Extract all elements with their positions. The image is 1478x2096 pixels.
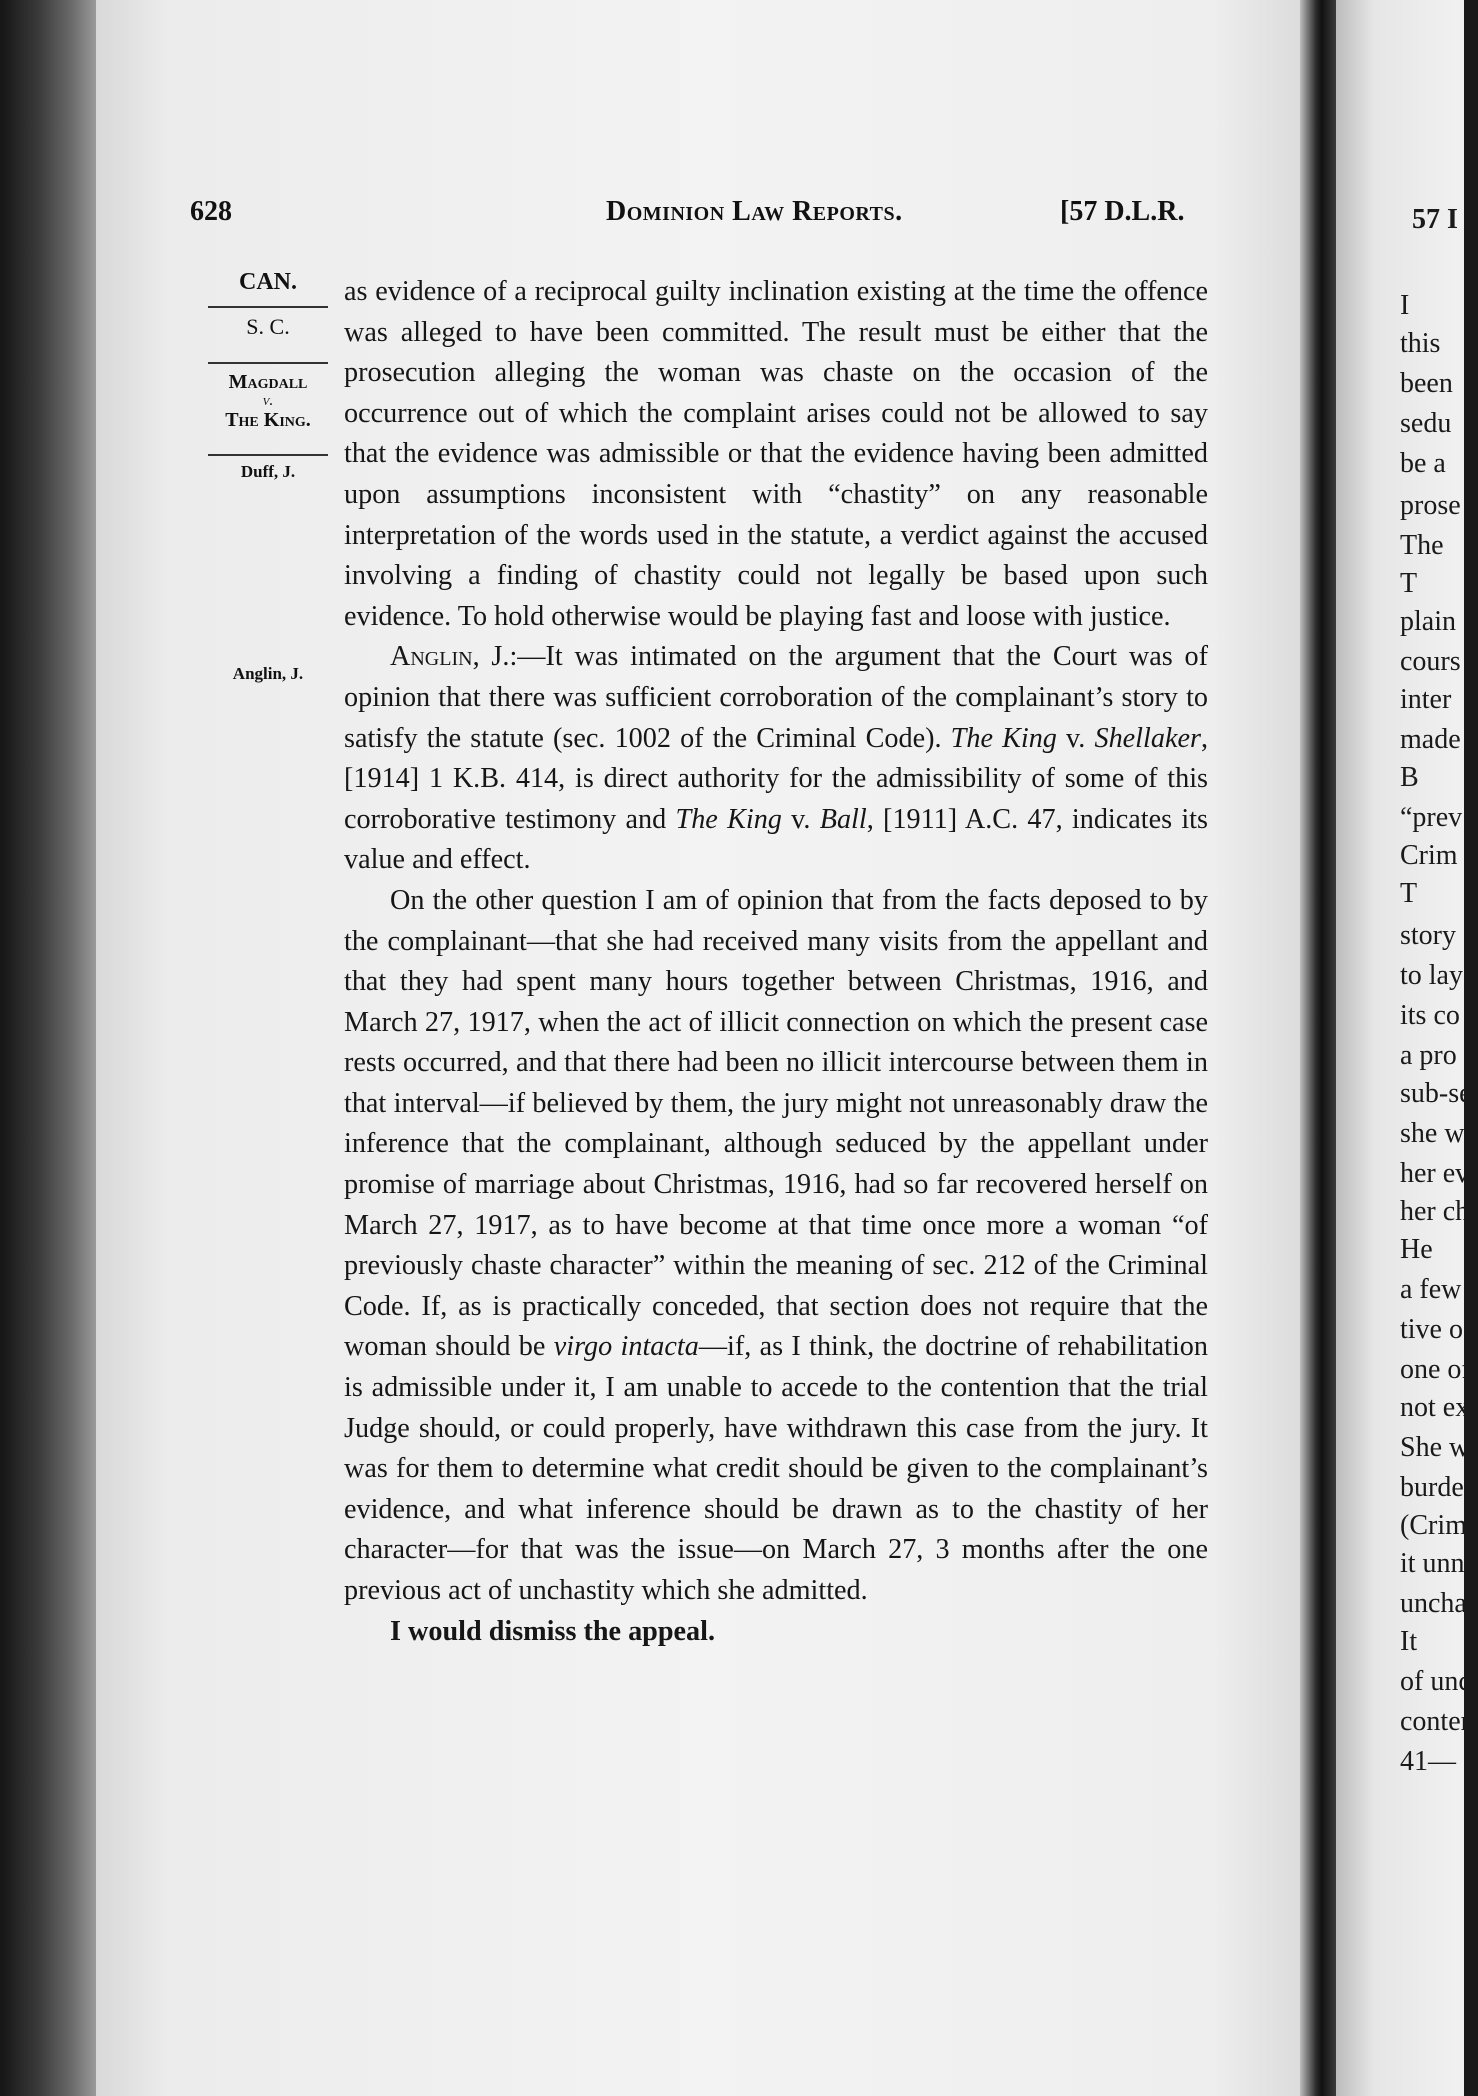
right-page-fragment: plain [1400,606,1456,637]
right-page-fragment: a pro [1400,1040,1457,1071]
sidenote-court: S. C. [208,306,328,340]
right-page-fragment: sub-se [1400,1078,1472,1109]
case-citation: The King [950,722,1057,754]
paragraph-duff-conclusion: as evidence of a reciprocal guilty inclination existing at the time the offence was alleged to have been committed. The result must be either that the prosecution alleging the woman was chaste on the occasion of the occurrence out of which the complaint arises could not be allowed to say that the evidence was admissible or that the evidence having been admitted upon assumptions inconsistent with “chastity” on any reasonable interpretation of the words used in the statute, a verdict against the accused involving a finding of chastity could not legally be based upon such evidence. To hold otherwise would be playing fast and loose with justice. [344,276,1208,632]
right-page-fragment: to lay [1400,960,1463,991]
journal-title: Dominion Law Reports. [606,196,903,227]
right-page-fragment: story [1400,920,1456,951]
right-page-fragment: be a [1400,448,1446,479]
right-page-fragment: T [1400,568,1418,599]
right-page-fragment: it unne [1400,1548,1477,1579]
right-page-fragment: this [1400,328,1441,359]
right-page-fragment: she w [1400,1118,1465,1149]
right-page-fragment: her ch [1400,1196,1470,1227]
right-page-fragment: It [1400,1626,1418,1657]
right-page-fragment: its co [1400,1000,1460,1031]
right-page-fragment: 41— [1400,1746,1456,1777]
case-citation: The King [675,803,782,835]
right-page-fragment: her ev [1400,1158,1470,1189]
right-page-fragment: burden [1400,1472,1478,1503]
latin-term: virgo intacta [553,1331,699,1363]
right-page-fragment: a few [1400,1274,1462,1305]
book-binding-edge [0,0,96,2096]
book-gutter [1300,0,1336,2096]
right-page-fragment: T [1400,878,1418,909]
right-page-fragment: sedu [1400,408,1452,439]
case-party-appellant: Magdall [228,371,308,393]
right-page-fragment: conten [1400,1706,1475,1737]
right-page-fragment: of unc [1400,1666,1471,1697]
right-page-fragment: prose [1400,490,1461,521]
paragraph-disposition: I would dismiss the appeal. [390,1615,716,1647]
right-page-fragment: one of [1400,1354,1471,1385]
right-page-fragment: been [1400,368,1453,399]
right-page-fragment: The [1400,530,1444,561]
right-page-fragment: Crim [1400,840,1458,871]
right-page-fragment: not ex [1400,1392,1470,1423]
sidenote-jurisdiction: CAN. [239,269,297,295]
paragraph-anglin-corroboration: Anglin, J.:—It was intimated on the argument that the Court was of opinion that there was sufficient corroboration of the complainant’s story to satisfy the statute (sec. 1002 of the Criminal Code). The King v. Shellaker, [1914] 1 K.B. 414, is direct authority for the admissibility of some of this corroborative testimony and The King v. Ball, [1911] A.C. 47, indicates its value and effect. [344,641,1208,876]
right-page-fragment: B [1400,762,1419,793]
right-page-fragment: He [1400,1234,1433,1265]
case-party-respondent: The King. [225,409,311,432]
body-text [344,272,1208,1652]
sidenote-judge-anglin: Anglin, J. [232,664,304,683]
right-page-fragment: (Crim. [1400,1510,1474,1541]
sidenote-judge-duff: Duff, J. [208,454,328,482]
case-citation: Ball [819,803,867,835]
volume-reference: [57 D.L.R. [1060,196,1185,227]
right-page-fragment: “prev [1400,802,1463,833]
right-page-fragment: unchas [1400,1588,1478,1619]
judge-heading: Anglin, J. [390,641,510,673]
right-page-fragment: made [1400,724,1461,755]
paragraph-chastity-question: On the other question I am of opinion that from the facts deposed to by the complainant—that she had received many visits from the appellant and that they had spent many hours together between Christmas, 1916, and March 27, 1917, when the act of illicit connection on which the present case rests occurred, and that there had been no illicit intercourse between them in that interval—if believed by them, the jury might not unreasonably draw the inference that the complainant, although seduced by the appellant under promise of marriage about Christmas, 1916, had so far recovered herself on March 27, 1917, as to have become at that time once more a woman “of previously chaste character” within the meaning of sec. 212 of the Criminal Code. If, as is practically conceded, that section does not require that the woman should be virgo intacta—if, as I think, the doctrine of rehabilitation is admissible under it, I am unable to accede to the contention that the trial Judge should, or could properly, have withdrawn this case from the jury. It was for them to determine what credit should be given to the complainant’s evidence, and what inference should be drawn as to the chastity of her character—for that was the issue—on March 27, 3 months after the one previous act of unchastity which she admitted. [344,884,1208,1606]
right-page-fragment: 57 I [1412,204,1458,235]
right-page-fragment: tive o [1400,1314,1463,1345]
right-page-fragment: I [1400,290,1410,321]
case-versus: v. [262,392,274,409]
sidenote-case-name [208,362,328,432]
page-number: 628 [190,196,232,227]
right-page-fragment: cours [1400,646,1461,677]
case-citation: Shellaker [1094,722,1201,754]
right-page-fragment: She w [1400,1432,1470,1463]
right-page-fragment: inter [1400,684,1452,715]
